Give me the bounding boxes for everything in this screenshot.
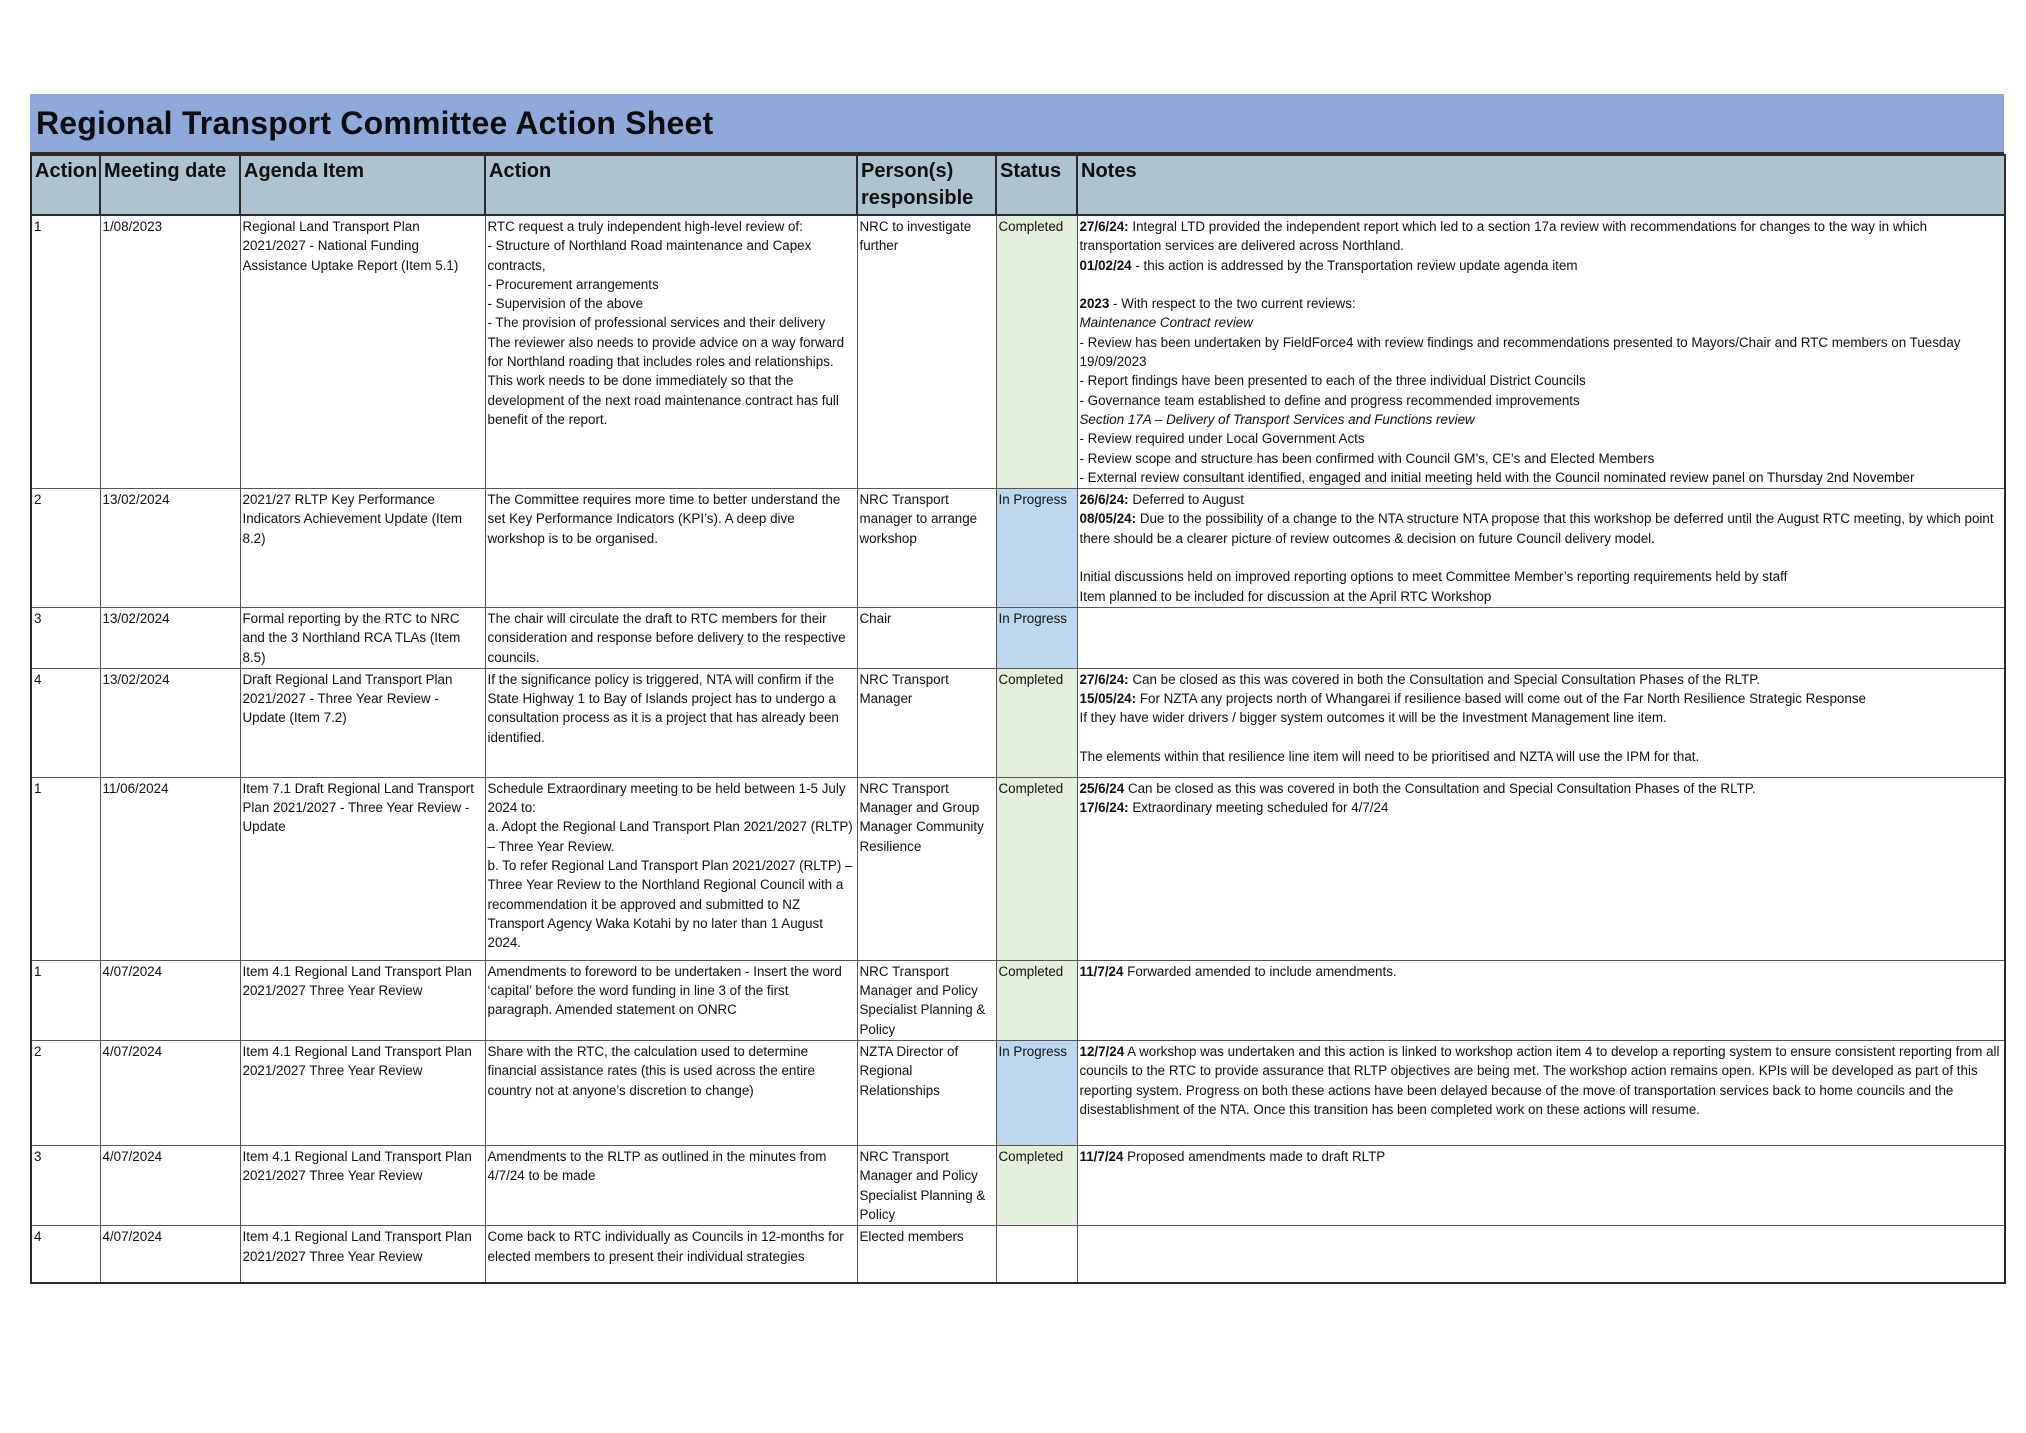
note-line: [1080, 256, 2003, 275]
status-cell: In Progress: [996, 607, 1077, 668]
notes-cell: [1077, 960, 2005, 1040]
person-responsible-cell: Chair: [857, 607, 996, 668]
note-date-label: 27/6/24:: [1079, 219, 1129, 234]
table-row: [31, 668, 2005, 777]
note-line: [1080, 371, 2003, 390]
action-text-line: Amendments to foreword to be undertaken - Insert the word ‘capital’ before the word funding in line 3 of the first paragraph. Amended statement on ONRC: [487, 963, 842, 1018]
meeting-date-cell: 4/07/2024: [100, 960, 240, 1040]
action-text-line: - Structure of Northland Road maintenance and Capex contracts,: [487, 238, 812, 273]
note-text: - Review required under Local Government Acts: [1079, 431, 1365, 447]
status-cell: In Progress: [996, 489, 1077, 608]
table-row: [31, 777, 2005, 960]
note-line: [1080, 410, 2003, 429]
action-text-cell: [485, 960, 857, 1040]
note-text: - Governance team established to define and progress recommended improvements: [1079, 392, 1580, 408]
action-text-cell: [485, 489, 857, 608]
col-header-meeting-date: Meeting date: [100, 155, 240, 215]
note-line: [1080, 333, 2003, 372]
note-date-label: 26/6/24:: [1079, 492, 1129, 508]
meeting-date-cell: 13/02/2024: [100, 668, 240, 777]
agenda-item-cell: Regional Land Transport Plan 2021/2027 - National Funding Assistance Uptake Report (Item 5.1): [240, 215, 485, 489]
action-sheet: [30, 94, 2004, 1284]
action-text-line: Schedule Extraordinary meeting to be held between 1-5 July 2024 to:: [487, 780, 846, 816]
action-number-cell: 3: [31, 1146, 100, 1226]
meeting-date-cell: 1/08/2023: [100, 215, 240, 489]
col-header-agenda-item: Agenda Item: [240, 155, 485, 215]
note-line: [1080, 798, 2003, 817]
note-line: [1080, 217, 2003, 256]
col-header-action: Action: [485, 155, 857, 215]
action-text-line: The chair will circulate the draft to RTC members for their consideration and response before delivery to the respective councils.: [487, 610, 846, 665]
note-line: [1080, 490, 2003, 509]
status-cell: Completed: [996, 215, 1077, 489]
action-number-cell: 2: [31, 1041, 100, 1146]
action-text-line: - The provision of professional services and their delivery: [487, 315, 826, 331]
action-text-line: - Supervision of the above: [487, 296, 644, 312]
note-line: [1080, 962, 2003, 981]
note-line: [1080, 587, 2003, 606]
note-date-label: 27/6/24:: [1079, 671, 1129, 687]
note-text: Deferred to August: [1128, 492, 1245, 508]
action-text-line: RTC request a truly independent high-level review of:: [487, 219, 803, 234]
action-text-cell: [485, 215, 857, 489]
status-cell: [996, 1226, 1077, 1283]
person-responsible-cell: NRC Transport manager to arrange workshop: [857, 489, 996, 608]
title-bar: [30, 94, 2004, 154]
person-responsible-cell: NZTA Director of Regional Relationships: [857, 1041, 996, 1146]
meeting-date-cell: 11/06/2024: [100, 777, 240, 960]
note-text: Extraordinary meeting scheduled for 4/7/24: [1128, 800, 1389, 816]
notes-cell: [1077, 1146, 2005, 1226]
note-text: Proposed amendments made to draft RLTP: [1123, 1149, 1386, 1165]
note-text: - Review has been undertaken by FieldForce4 with review findings and recommendations presented to Mayors/Chair and RTC members on Tuesday 19/09/2023: [1079, 334, 1961, 370]
action-text-cell: [485, 1226, 857, 1283]
agenda-item-cell: Formal reporting by the RTC to NRC and the 3 Northland RCA TLAs (Item 8.5): [240, 607, 485, 668]
note-line: [1080, 548, 2003, 567]
action-table: [30, 154, 2006, 1284]
action-text-cell: [485, 1146, 857, 1226]
action-text-cell: [485, 777, 857, 960]
notes-cell: [1077, 607, 2005, 668]
notes-cell: [1077, 668, 2005, 777]
note-text: - Report findings have been presented to each of the three individual District Councils: [1079, 373, 1586, 389]
note-line: [1080, 728, 2003, 747]
action-number-cell: 2: [31, 489, 100, 608]
note-line: [1080, 313, 2003, 332]
note-line: [1080, 468, 2003, 487]
meeting-date-cell: 4/07/2024: [100, 1146, 240, 1226]
meeting-date-cell: 13/02/2024: [100, 607, 240, 668]
notes-cell: [1077, 777, 2005, 960]
action-number-cell: 3: [31, 607, 100, 668]
note-text: Initial discussions held on improved reporting options to meet Committee Member’s reporting requirements held by staff: [1079, 569, 1788, 585]
note-line: [1080, 275, 2003, 294]
note-date-label: 12/7/24: [1079, 1044, 1125, 1060]
note-line: [1080, 567, 2003, 586]
note-date-label: 11/7/24: [1079, 963, 1124, 979]
action-text-line: a. Adopt the Regional Land Transport Plan 2021/2027 (RLTP) – Three Year Review.: [487, 819, 853, 854]
action-text-line: Come back to RTC individually as Councils in 12-months for elected members to present their individual strategies: [487, 1229, 844, 1264]
person-responsible-cell: NRC Transport Manager and Group Manager Community Resilience: [857, 777, 996, 960]
note-text: - this action is addressed by the Transportation review update agenda item: [1131, 257, 1578, 273]
action-text-line: The reviewer also needs to provide advice on a way forward for Northland roading that includes roles and relationships. This work needs to be done immediately so that the development of the next road maintenance contract has full benefit of the report.: [487, 334, 845, 427]
action-text-cell: [485, 607, 857, 668]
person-responsible-cell: NRC Transport Manager: [857, 668, 996, 777]
note-text: If they have wider drivers / bigger system outcomes it will be the Investment Management line item.: [1079, 710, 1667, 726]
page-title: Regional Transport Committee Action Sheet: [36, 104, 714, 141]
note-date-label: 15/05/24:: [1079, 691, 1137, 707]
note-text: - External review consultant identified, engaged and initial meeting held with the Council nominated review panel on Thursday 2nd November: [1079, 469, 1915, 485]
status-cell: Completed: [996, 960, 1077, 1040]
status-cell: Completed: [996, 777, 1077, 960]
note-text: Due to the possibility of a change to the NTA structure NTA propose that this workshop be deferred until the August RTC meeting, by which point there should be a clearer picture of review outcomes & decision on future Council delivery model.: [1079, 511, 1994, 546]
action-text-cell: [485, 668, 857, 777]
col-header-notes: Notes: [1077, 155, 2005, 215]
person-responsible-cell: Elected members: [857, 1226, 996, 1283]
meeting-date-cell: 4/07/2024: [100, 1041, 240, 1146]
note-line: [1080, 747, 2003, 766]
note-line: [1080, 1042, 2003, 1119]
action-number-cell: 1: [31, 960, 100, 1040]
agenda-item-cell: Item 4.1 Regional Land Transport Plan 2021/2027 Three Year Review: [240, 1226, 485, 1283]
status-cell: Completed: [996, 1146, 1077, 1226]
note-text: Can be closed as this was covered in both the Consultation and Special Consultation Phases of the RLTP.: [1124, 780, 1756, 796]
notes-cell: [1077, 1226, 2005, 1283]
note-text: For NZTA any projects north of Whangarei if resilience based will come out of the Far North Resilience Strategic Response: [1136, 691, 1866, 707]
note-line: [1080, 449, 2003, 468]
note-subheading: Section 17A – Delivery of Transport Services and Functions review: [1079, 411, 1475, 427]
table-row: [31, 960, 2005, 1040]
note-line: [1080, 294, 2003, 313]
action-number-cell: 4: [31, 1226, 100, 1283]
note-date-label: 08/05/24:: [1079, 511, 1137, 527]
action-number-cell: 1: [31, 215, 100, 489]
note-text: The elements within that resilience line item will need to be prioritised and NZTA will use the IPM for that.: [1079, 749, 1700, 765]
table-row: [31, 1226, 2005, 1283]
action-text-line: b. To refer Regional Land Transport Plan 2021/2027 (RLTP) – Three Year Review to the Northland Regional Council with a recommendation it be approved and submitted to NZ Transport Agency Waka Kotahi by no later than 1 August 2024.: [487, 858, 853, 951]
action-text-cell: [485, 1041, 857, 1146]
notes-cell: [1077, 489, 2005, 608]
note-text: Integral LTD provided the independent report which led to a section 17a review with recommendations for changes to the way in which transportation services are delivered across Northland.: [1079, 219, 1928, 254]
agenda-item-cell: Item 4.1 Regional Land Transport Plan 2021/2027 Three Year Review: [240, 960, 485, 1040]
note-line: [1080, 391, 2003, 410]
action-text-line: The Committee requires more time to better understand the set Key Performance Indicators (KPI’s). A deep dive workshop is to be organised.: [487, 492, 841, 546]
notes-cell: [1077, 215, 2005, 489]
col-header-persons-responsible: Person(s) responsible: [857, 155, 996, 215]
table-row: [31, 215, 2005, 489]
note-line: [1080, 509, 2003, 548]
agenda-item-cell: Draft Regional Land Transport Plan 2021/2027 - Three Year Review - Update (Item 7.2): [240, 668, 485, 777]
note-date-label: 25/6/24: [1079, 780, 1125, 796]
note-line: [1080, 1147, 2003, 1166]
note-date-label: 17/6/24:: [1079, 800, 1129, 816]
note-line: [1080, 429, 2003, 448]
agenda-item-cell: Item 4.1 Regional Land Transport Plan 2021/2027 Three Year Review: [240, 1041, 485, 1146]
note-text: - Review scope and structure has been confirmed with Council GM’s, CE’s and Elected Members: [1079, 450, 1655, 466]
note-date-label: 2023: [1079, 296, 1110, 312]
action-text-line: If the significance policy is triggered, NTA will confirm if the State Highway 1 to Bay of Islands project has to undergo a consultation process as it is a project that has already been identified.: [487, 671, 839, 745]
note-subheading: Maintenance Contract review: [1079, 315, 1253, 331]
table-row: [31, 489, 2005, 608]
person-responsible-cell: NRC Transport Manager and Policy Specialist Planning & Policy: [857, 960, 996, 1040]
note-date-label: 01/02/24: [1079, 257, 1132, 273]
note-text: Item planned to be included for discussion at the April RTC Workshop: [1079, 588, 1492, 604]
note-text: A workshop was undertaken and this action is linked to workshop action item 4 to develop a reporting system to ensure consistent reporting from all councils to the RTC to provide assurance that RLTP objectives are being met. The workshop action remains open. KPIs will be developed as part of this reporting system. Progress on both these actions have been delayed because of the move of transportation services back to home councils and the disestablishment of the NTA. Once this transition has been completed work on these actions will resume.: [1079, 1044, 2000, 1117]
note-line: [1080, 689, 2003, 708]
action-number-cell: 1: [31, 777, 100, 960]
status-cell: Completed: [996, 668, 1077, 777]
agenda-item-cell: Item 7.1 Draft Regional Land Transport Plan 2021/2027 - Three Year Review - Update: [240, 777, 485, 960]
note-text: Can be closed as this was covered in both the Consultation and Special Consultation Phases of the RLTP.: [1128, 671, 1761, 687]
note-date-label: 11/7/24: [1079, 1149, 1124, 1165]
action-text-line: Share with the RTC, the calculation used to determine financial assistance rates (this is used across the entire country not at anyone’s discretion to change): [487, 1044, 815, 1098]
col-header-status: Status: [996, 155, 1077, 215]
action-text-line: - Procurement arrangements: [487, 276, 659, 292]
person-responsible-cell: NRC Transport Manager and Policy Specialist Planning & Policy: [857, 1146, 996, 1226]
notes-cell: [1077, 1041, 2005, 1146]
table-row: [31, 1146, 2005, 1226]
meeting-date-cell: 4/07/2024: [100, 1226, 240, 1283]
table-row: [31, 1041, 2005, 1146]
note-text: Forwarded amended to include amendments.: [1123, 963, 1397, 979]
table-row: [31, 607, 2005, 668]
note-line: [1080, 670, 2003, 689]
action-number-cell: 4: [31, 668, 100, 777]
note-line: [1080, 779, 2003, 798]
note-text: - With respect to the two current reviews:: [1109, 296, 1356, 312]
agenda-item-cell: Item 4.1 Regional Land Transport Plan 2021/2027 Three Year Review: [240, 1146, 485, 1226]
meeting-date-cell: 13/02/2024: [100, 489, 240, 608]
col-header-action-no: Action: [31, 155, 100, 215]
agenda-item-cell: 2021/27 RLTP Key Performance Indicators Achievement Update (Item 8.2): [240, 489, 485, 608]
note-line: [1080, 708, 2003, 727]
person-responsible-cell: NRC to investigate further: [857, 215, 996, 489]
header-row: [31, 155, 2005, 215]
action-text-line: Amendments to the RLTP as outlined in the minutes from 4/7/24 to be made: [487, 1149, 827, 1184]
status-cell: In Progress: [996, 1041, 1077, 1146]
